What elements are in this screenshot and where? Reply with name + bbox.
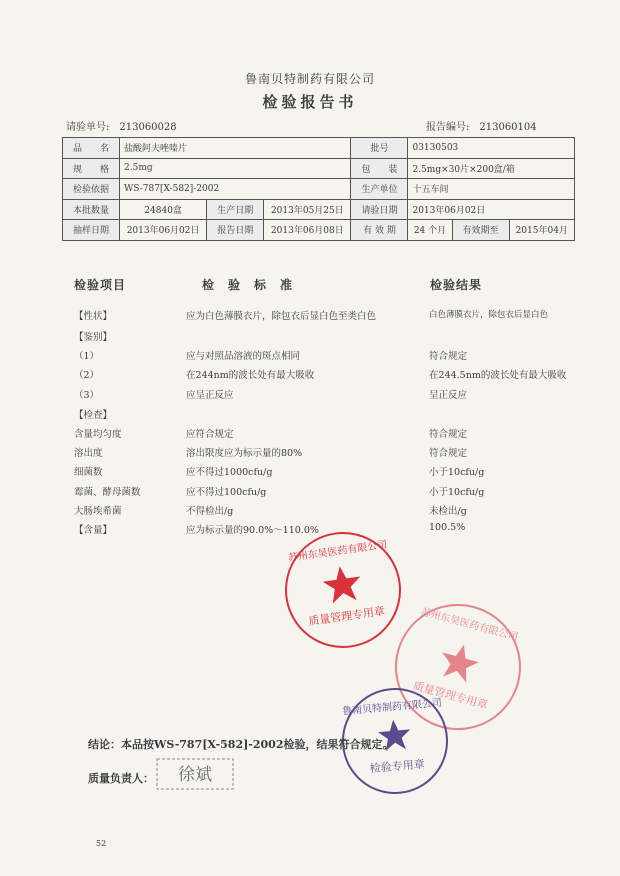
basis-value: WS-787[X-582]-2002 [120,179,351,200]
result-item: 【鉴别】 [74,332,113,343]
expiry-label: 有效期至 [452,220,509,241]
result-value: 小于10cfu/g [429,487,485,498]
result-item: 【性状】 [74,311,113,322]
table-row [63,199,575,220]
table-row [63,158,575,179]
result-value: 100.5% [429,522,466,533]
spec-value: 2.5mg [120,158,351,179]
quality-seal-stamp [277,524,408,655]
sampling-date: 2013年06月02日 [120,220,207,241]
request-date: 2013年06月02日 [408,199,575,220]
table-row [63,220,575,241]
results-header-standard: 检 验 标 准 [202,278,294,292]
result-standard: 应为标示量的90.0%～110.0% [186,525,319,536]
result-standard: 溶出限度应为标示量的80% [186,448,303,459]
stamp-bottom-text: 检验专用章 [369,757,426,776]
batch-label: 批号 [351,138,408,159]
result-value: 小于10cfu/g [429,467,485,478]
results-header-item: 检验项目 [74,278,127,292]
company-name: 鲁南贝特制药有限公司 [244,72,375,86]
report-date: 2013年06月08日 [264,220,351,241]
result-value: 未检出/g [429,506,467,517]
result-standard: 不得检出/g [186,506,234,517]
result-value: 符合规定 [429,351,468,362]
request-number-value: 213060028 [119,122,177,133]
result-item: 细菌数 [74,467,103,478]
result-standard: 在244nm的波长处有最大吸收 [186,370,315,381]
result-item: 【含量】 [74,525,113,536]
result-item: （2） [74,370,100,381]
result-standard: 应为白色薄膜衣片，除包衣后显白色至类白色 [186,311,377,322]
request-number-label: 请验单号: [66,122,110,133]
stamp-bottom-text: 质量管理专用章 [411,679,490,712]
document-title: 检验报告书 [262,93,358,111]
stamp-bottom-text: 质量管理专用章 [307,604,386,629]
spec-label: 规 格 [63,158,120,179]
signature-stamp [155,755,235,793]
unit-label: 生产单位 [351,179,408,200]
result-value: 在244.5nm的波长处有最大吸收 [429,370,567,381]
request-number [66,118,177,133]
report-date-label: 报告日期 [207,220,264,241]
star-icon [320,561,366,610]
result-standard: 应符合规定 [186,429,234,440]
production-date: 2013年05月25日 [264,199,351,220]
product-name-label: 品 名 [63,138,120,159]
stamp-ring-text: 鲁南贝特制药有限公司 [341,697,443,718]
result-item: 【检查】 [74,410,113,421]
report-number-label: 报告编号: [426,122,470,133]
request-date-label: 请验日期 [351,199,408,220]
result-item: 溶出度 [74,448,103,459]
result-value: 白色薄膜衣片，除包衣后显白色 [429,310,549,320]
results-header-result: 检验结果 [430,278,483,292]
page-mark: 52 [96,839,107,848]
conclusion-text: 结论：本品按WS-787[X-582]-2002检验，结果符合规定。 [88,738,394,751]
sampling-date-label: 抽样日期 [63,220,120,241]
stamp-ring-text: 苏州东昊医药有限公司 [287,539,388,565]
quantity-label: 本批数量 [63,199,120,220]
batch-number: 03130503 [408,138,575,159]
production-date-label: 生产日期 [207,199,264,220]
result-item: 霉菌、酵母菌数 [74,487,141,498]
quality-manager-label: 质量负责人： [88,772,154,785]
result-item: （3） [74,390,100,401]
product-name: 盐酸阿夫唑嗪片 [120,138,351,159]
result-standard: 应与对照品溶液的斑点相同 [186,351,301,362]
result-value: 符合规定 [429,448,468,459]
report-number-value: 213060104 [479,122,537,133]
result-standard: 应不得过100cfu/g [186,487,267,498]
pack-value: 2.5mg×30片×200盒/箱 [408,158,575,179]
basis-label: 检验依据 [63,179,120,200]
quantity-value: 24840盒 [120,199,207,220]
unit-value: 十五车间 [408,179,575,200]
result-value: 呈正反应 [429,390,468,401]
product-info-table [62,137,575,241]
pack-label: 包 装 [351,158,408,179]
result-standard: 应不得过1000cfu/g [186,467,273,478]
result-value: 符合规定 [429,429,468,440]
stamp-ring-text: 苏州东昊医药有限公司 [419,606,519,644]
validity-label: 有 效 期 [351,220,408,241]
result-item: （1） [74,351,100,362]
expiry-value: 2015年04月 [509,220,574,241]
result-item: 含量均匀度 [74,429,122,440]
report-number [426,118,537,133]
signature-text: 徐斌 [178,765,212,785]
table-row [63,179,575,200]
result-standard: 应呈正反应 [186,390,234,401]
result-item: 大肠埃希菌 [74,506,122,517]
validity-value: 24 个月 [408,220,452,241]
star-icon [434,638,484,691]
table-row [63,138,575,159]
